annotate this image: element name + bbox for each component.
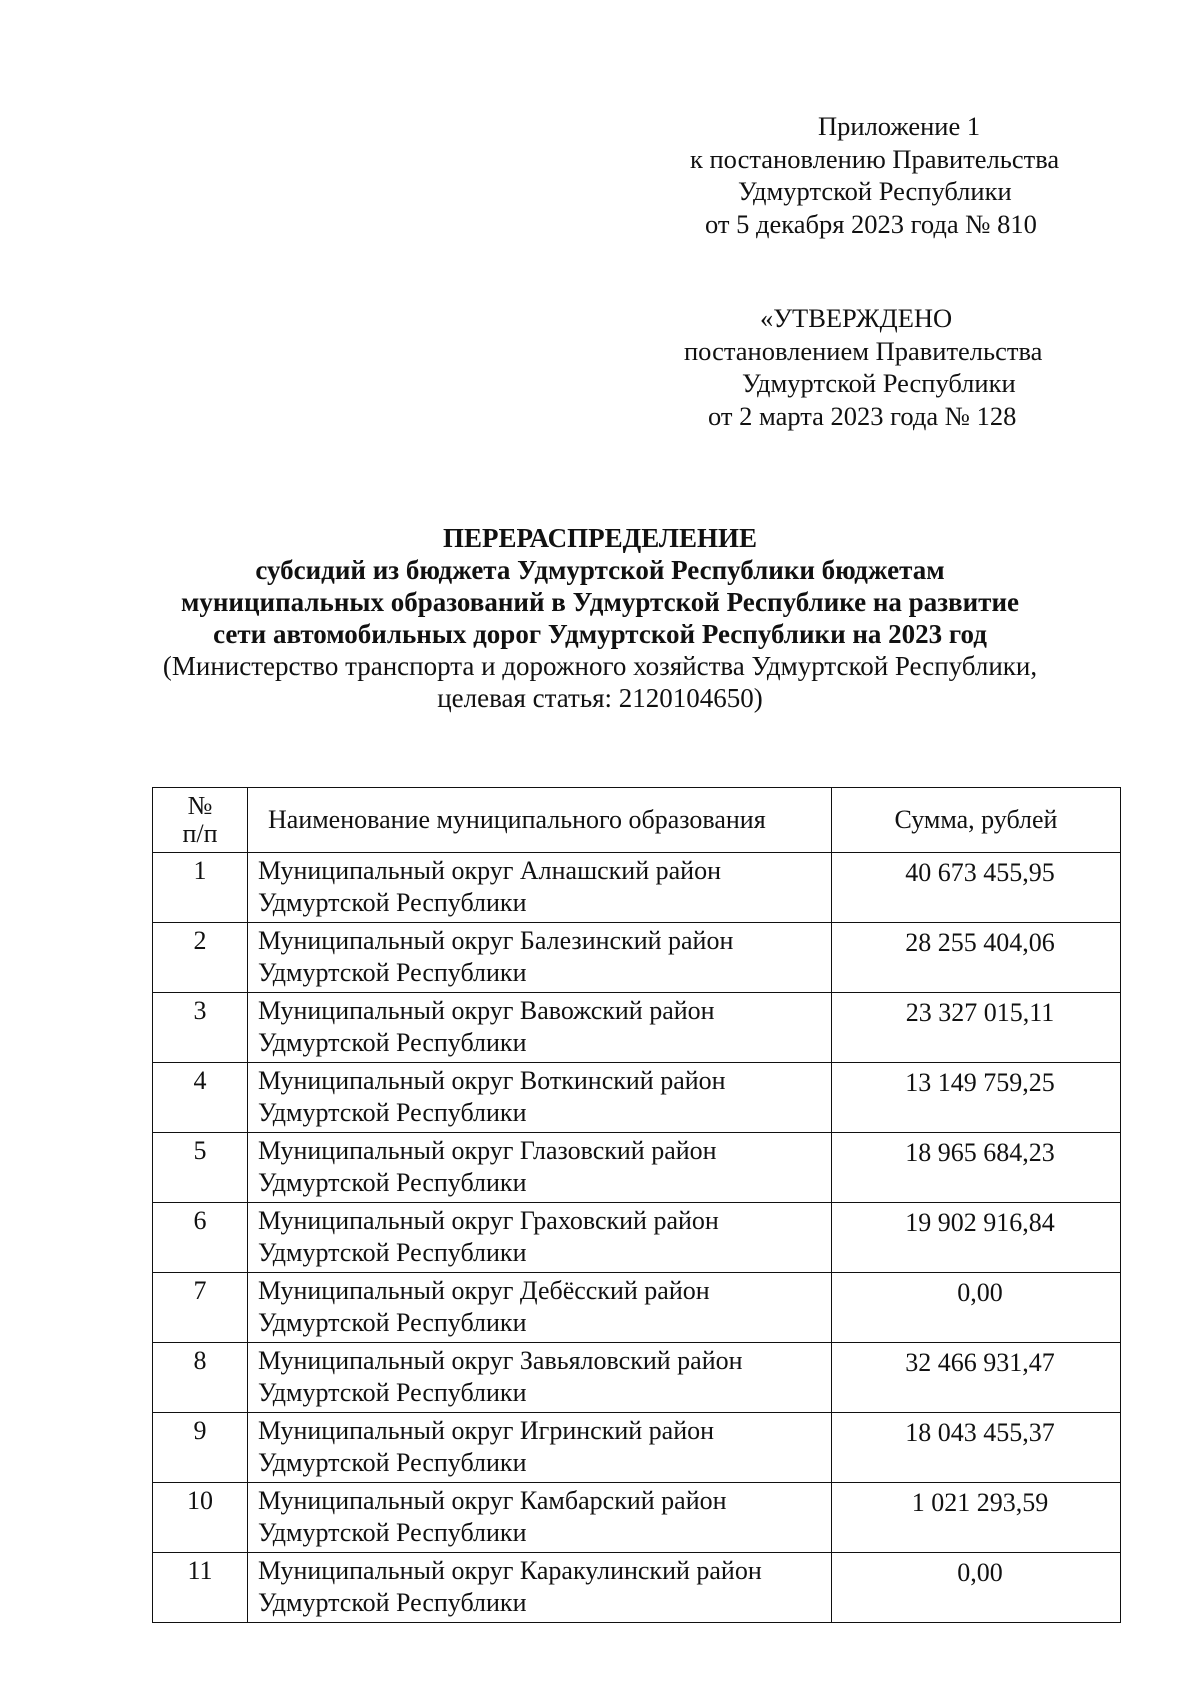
municipality-name: Муниципальный округ Алнашский район — [258, 856, 721, 885]
municipality-name: Муниципальный округ Глазовский район — [258, 1136, 717, 1165]
row-municipality — [248, 1483, 832, 1553]
title-subtitle-line-2: муниципальных образований в Удмуртской Республике на развитие — [180, 587, 1019, 617]
table-row — [153, 1203, 1121, 1273]
table-header-row — [153, 788, 1121, 853]
subsidy-table — [152, 787, 1121, 1623]
municipality-name: Муниципальный округ Граховский район — [258, 1206, 719, 1235]
municipality-region: Удмуртской Республики — [258, 1308, 527, 1337]
table-row — [153, 1133, 1121, 1203]
municipality-name: Муниципальный округ Камбарский район — [258, 1486, 727, 1515]
municipality-region: Удмуртской Республики — [258, 1588, 527, 1617]
title-note-line-1: (Министерство транспорта и дорожного хозяйства Удмуртской Республики, — [162, 651, 1038, 681]
header-number-line-2: п/п — [182, 819, 218, 848]
appendix-line-3: Удмуртской Республики — [738, 176, 1012, 206]
row-municipality — [248, 1273, 832, 1343]
row-number: 6 — [153, 1203, 248, 1273]
row-sum: 1 021 293,59 — [832, 1483, 1121, 1553]
row-municipality — [248, 1553, 832, 1623]
header-name: Наименование муниципального образования — [248, 788, 832, 853]
row-municipality — [248, 993, 832, 1063]
municipality-name: Муниципальный округ Дебёсский район — [258, 1276, 710, 1305]
table-row — [153, 853, 1121, 923]
row-number: 8 — [153, 1343, 248, 1413]
row-number: 2 — [153, 923, 248, 993]
row-municipality — [248, 1413, 832, 1483]
table-row — [153, 1553, 1121, 1623]
row-sum: 40 673 455,95 — [832, 853, 1121, 923]
approved-line-1: «УТВЕРЖДЕНО — [760, 303, 953, 333]
document-title — [0, 522, 1200, 714]
row-municipality — [248, 923, 832, 993]
municipality-region: Удмуртской Республики — [258, 1448, 527, 1477]
appendix-line-4: от 5 декабря 2023 года № 810 — [705, 208, 1037, 239]
municipality-region: Удмуртской Республики — [258, 1168, 527, 1197]
row-sum: 32 466 931,47 — [832, 1343, 1121, 1413]
title-subtitle-line-1: субсидий из бюджета Удмуртской Республики бюджетам — [255, 555, 945, 585]
row-sum: 28 255 404,06 — [832, 923, 1121, 993]
row-sum: 18 965 684,23 — [832, 1133, 1121, 1203]
municipality-region: Удмуртской Республики — [258, 958, 527, 987]
municipality-name: Муниципальный округ Воткинский район — [258, 1066, 726, 1095]
table-row — [153, 1343, 1121, 1413]
title-subtitle-line-3: сети автомобильных дорог Удмуртской Республики на 2023 год — [213, 619, 987, 649]
approval-stamp-block — [670, 302, 1100, 432]
municipality-name: Муниципальный округ Каракулинский район — [258, 1556, 762, 1585]
municipality-name: Муниципальный округ Завьяловский район — [258, 1346, 743, 1375]
table-row — [153, 923, 1121, 993]
title-heading: ПЕРЕРАСПРЕДЕЛЕНИЕ — [442, 523, 758, 553]
table-row — [153, 1063, 1121, 1133]
row-number: 3 — [153, 993, 248, 1063]
appendix-block — [690, 110, 1110, 240]
row-sum: 0,00 — [832, 1553, 1121, 1623]
row-sum: 0,00 — [832, 1273, 1121, 1343]
municipality-region: Удмуртской Республики — [258, 1028, 527, 1057]
appendix-line-2: к постановлению Правительства — [690, 143, 1060, 174]
row-municipality — [248, 853, 832, 923]
table-row — [153, 1273, 1121, 1343]
row-number: 4 — [153, 1063, 248, 1133]
municipality-name: Муниципальный округ Игринский район — [258, 1416, 715, 1445]
row-municipality — [248, 1063, 832, 1133]
row-sum: 23 327 015,11 — [832, 993, 1121, 1063]
municipality-name: Муниципальный округ Балезинский район — [258, 926, 734, 955]
municipality-region: Удмуртской Республики — [258, 1238, 527, 1267]
table-row — [153, 1483, 1121, 1553]
approved-line-2: постановлением Правительства — [684, 335, 1043, 366]
table-row — [153, 1413, 1121, 1483]
row-number: 11 — [153, 1553, 248, 1623]
municipality-region: Удмуртской Республики — [258, 1378, 527, 1407]
appendix-line-1: Приложение 1 — [818, 111, 981, 141]
approved-line-3: Удмуртской Республики — [742, 368, 1016, 398]
row-number: 1 — [153, 853, 248, 923]
row-sum: 18 043 455,37 — [832, 1413, 1121, 1483]
municipality-region: Удмуртской Республики — [258, 888, 527, 917]
row-municipality — [248, 1133, 832, 1203]
row-number: 10 — [153, 1483, 248, 1553]
header-number-line-1: № — [187, 791, 213, 820]
header-number — [153, 788, 248, 853]
municipality-name: Муниципальный округ Вавожский район — [258, 996, 715, 1025]
municipality-region: Удмуртской Республики — [258, 1518, 527, 1547]
title-note-line-2: целевая статья: 2120104650) — [437, 683, 763, 713]
row-sum: 13 149 759,25 — [832, 1063, 1121, 1133]
row-municipality — [248, 1203, 832, 1273]
row-municipality — [248, 1343, 832, 1413]
row-number: 7 — [153, 1273, 248, 1343]
municipality-region: Удмуртской Республики — [258, 1098, 527, 1127]
approved-line-4: от 2 марта 2023 года № 128 — [708, 400, 1017, 431]
table-row — [153, 993, 1121, 1063]
header-sum: Сумма, рублей — [832, 788, 1121, 853]
row-number: 5 — [153, 1133, 248, 1203]
row-sum: 19 902 916,84 — [832, 1203, 1121, 1273]
row-number: 9 — [153, 1413, 248, 1483]
